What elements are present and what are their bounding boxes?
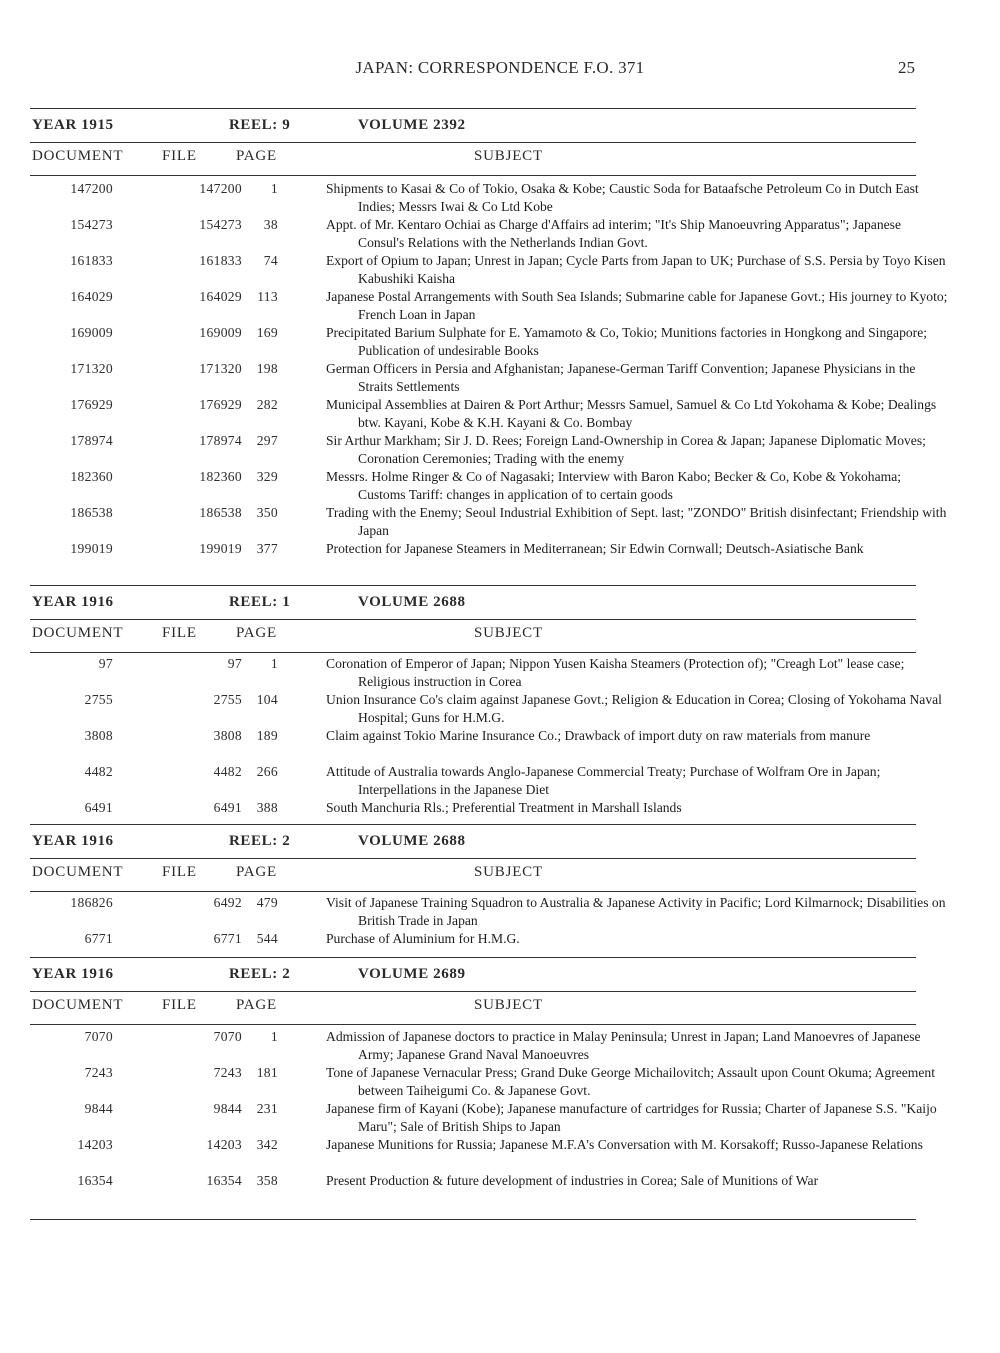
subject-text: Appt. of Mr. Kentaro Ochiai as Charge d'Affairs ad interim; "It's Ship Manoeuvring Apparatus"; Japanese Consul's Relations with the Netherlands Indian Govt. [326,217,901,250]
column-header-rule [30,175,916,176]
subject-text: Tone of Japanese Vernacular Press; Grand Duke George Michailovitch; Assault upon Count Okuma; Agreement between Taiheigumi Co. & Japanese Govt. [326,1065,935,1098]
subject-text: Trading with the Enemy; Seoul Industrial Exhibition of Sept. last; "ZONDO" British disinfectant; Friendship with Japan [326,505,947,538]
document-number: 161833 [70,253,113,268]
column-header-document: DOCUMENT [32,864,124,880]
page-number-cell: 1 [270,1029,278,1044]
column-header-document: DOCUMENT [32,148,124,164]
section-volume: VOLUME 2392 [358,117,466,133]
page-number-cell: 1 [270,656,278,671]
file-number: 178974 [199,433,242,448]
file-number: 7243 [213,1065,242,1080]
subject-text: Coronation of Emperor of Japan; Nippon Yusen Kaisha Steamers (Protection of); "Creagh Lot" lease case; Religious instruction in Corea [326,656,905,689]
column-header-subject: SUBJECT [474,864,543,880]
section-top-rule [30,957,916,958]
document-number: 186826 [70,895,113,910]
file-number: 186538 [199,505,242,520]
running-header [0,58,1000,80]
page-number-cell: 297 [256,433,278,448]
page-number-cell: 479 [256,895,278,910]
page-number-cell: 38 [263,217,278,232]
page-number-cell: 189 [256,728,278,743]
subject-text: Export of Opium to Japan; Unrest in Japan; Cycle Parts from Japan to UK; Purchase of S.S. Persia by Toyo Kisen Kabushiki Kaisha [326,253,946,286]
page-number-cell: 342 [256,1137,278,1152]
file-number: 2755 [213,692,242,707]
page-number-cell: 74 [263,253,278,268]
subject-text: Shipments to Kasai & Co of Tokio, Osaka & Kobe; Caustic Soda for Bataafsche Petroleum Co in Dutch East Indies; Messrs Iwai & Co Ltd Kobe [326,181,919,214]
subject-text: Protection for Japanese Steamers in Mediterranean; Sir Edwin Cornwall; Deutsch-Asiatische Bank [326,541,864,556]
column-header-page: PAGE [236,997,277,1013]
document-number: 3808 [84,728,113,743]
header-divider-rule [30,142,916,143]
document-number: 147200 [70,181,113,196]
page-number-cell: 231 [256,1101,278,1116]
section-top-rule [30,585,916,586]
section-year: YEAR 1916 [32,966,114,982]
document-number: 164029 [70,289,113,304]
column-header-file: FILE [162,997,197,1013]
subject-text: Attitude of Australia towards Anglo-Japanese Commercial Treaty; Purchase of Wolfram Ore in Japan; Interpellations in the Japanese Diet [326,764,881,797]
subject-text: German Officers in Persia and Afghanistan; Japanese-German Tariff Convention; Japanese Physicians in the Straits Settlements [326,361,916,394]
document-number: 176929 [70,397,113,412]
file-number: 4482 [213,764,242,779]
file-number: 154273 [199,217,242,232]
document-number: 16354 [77,1173,113,1188]
document-number: 6771 [84,931,113,946]
column-header-file: FILE [162,864,197,880]
page-number-cell: 377 [256,541,278,556]
page-number-cell: 329 [256,469,278,484]
document-number: 14203 [77,1137,113,1152]
section-top-rule [30,108,916,109]
page-number: 25 [898,58,915,77]
subject-text: Union Insurance Co's claim against Japanese Govt.; Religion & Education in Corea; Closing of Yokohama Naval Hospital; Guns for H.M.G. [326,692,942,725]
file-number: 9844 [213,1101,242,1116]
document-number: 199019 [70,541,113,556]
subject-text: Japanese Postal Arrangements with South Sea Islands; Submarine cable for Japanese Govt.; His journey to Kyoto; French Loan in Japan [326,289,948,322]
subject-text: Japanese Munitions for Russia; Japanese M.F.A's Conversation with M. Korsakoff; Russo-Japanese Relations [326,1137,923,1152]
file-number: 199019 [199,541,242,556]
section-reel: REEL: 2 [229,833,291,849]
file-number: 176929 [199,397,242,412]
document-number: 2755 [84,692,113,707]
document-number: 9844 [84,1101,113,1116]
column-header-file: FILE [162,148,197,164]
column-header-page: PAGE [236,148,277,164]
document-number: 182360 [70,469,113,484]
subject-text: South Manchuria Rls.; Preferential Treatment in Marshall Islands [326,800,682,815]
section-top-rule [30,824,916,825]
document-number: 97 [98,656,113,671]
file-number: 97 [227,656,242,671]
subject-text: Municipal Assemblies at Dairen & Port Arthur; Messrs Samuel, Samuel & Co Ltd Yokohama & Kobe; Dealings btw. Kayani, Kobe & K.H. Kayani & Co. Bombay [326,397,937,430]
page-title: JAPAN: CORRESPONDENCE F.O. 371 [355,58,645,77]
column-header-subject: SUBJECT [474,997,543,1013]
file-number: 169009 [199,325,242,340]
file-number: 147200 [199,181,242,196]
subject-text: Purchase of Aluminium for H.M.G. [326,931,520,946]
page-number-cell: 181 [256,1065,278,1080]
header-divider-rule [30,858,916,859]
column-header-file: FILE [162,625,197,641]
file-number: 6492 [213,895,242,910]
section-year: YEAR 1916 [32,833,114,849]
column-header-subject: SUBJECT [474,625,543,641]
document-number: 7243 [84,1065,113,1080]
document-number: 7070 [84,1029,113,1044]
column-header-page: PAGE [236,625,277,641]
subject-text: Precipitated Barium Sulphate for E. Yamamoto & Co, Tokio; Munitions factories in Hongkong and Singapore; Publication of undesirable Books [326,325,928,358]
page-number-cell: 104 [256,692,278,707]
document-number: 169009 [70,325,113,340]
document-number: 186538 [70,505,113,520]
file-number: 3808 [213,728,242,743]
page-number-cell: 388 [256,800,278,815]
page-number-cell: 169 [256,325,278,340]
section-year: YEAR 1916 [32,594,114,610]
page-number-cell: 544 [256,931,278,946]
subject-text: Messrs. Holme Ringer & Co of Nagasaki; Interview with Baron Kabo; Becker & Co, Kobe & Yokohama; Customs Tariff: changes in application of to certain goods [326,469,901,502]
column-header-rule [30,652,916,653]
column-header-rule [30,891,916,892]
page-number-cell: 350 [256,505,278,520]
column-header-document: DOCUMENT [32,625,124,641]
section-reel: REEL: 1 [229,594,291,610]
subject-text: Sir Arthur Markham; Sir J. D. Rees; Foreign Land-Ownership in Corea & Japan; Japanese Diplomatic Moves; Coronation Ceremonies; Trading with the enemy [326,433,926,466]
header-divider-rule [30,991,916,992]
subject-text: Visit of Japanese Training Squadron to Australia & Japanese Activity in Pacific; Lord Kilmarnock; Disabilities on British Trade in Japan [326,895,946,928]
file-number: 7070 [213,1029,242,1044]
document-number: 4482 [84,764,113,779]
section-reel: REEL: 2 [229,966,291,982]
file-number: 14203 [206,1137,242,1152]
section-bottom-rule [30,1219,916,1220]
document-number: 178974 [70,433,113,448]
file-number: 16354 [206,1173,242,1188]
subject-text: Japanese firm of Kayani (Kobe); Japanese manufacture of cartridges for Russia; Charter of Japanese S.S. "Kaijo Maru"; Sale of British Ships to Japan [326,1101,937,1134]
section-year: YEAR 1915 [32,117,114,133]
file-number: 164029 [199,289,242,304]
page-number-cell: 198 [256,361,278,376]
document-number: 154273 [70,217,113,232]
subject-text: Claim against Tokio Marine Insurance Co.; Drawback of import duty on raw materials from manure [326,728,871,743]
page-number-cell: 113 [257,289,278,304]
file-number: 161833 [199,253,242,268]
column-header-document: DOCUMENT [32,997,124,1013]
page-number-cell: 358 [256,1173,278,1188]
section-reel: REEL: 9 [229,117,291,133]
file-number: 171320 [199,361,242,376]
column-header-subject: SUBJECT [474,148,543,164]
file-number: 6771 [213,931,242,946]
document-number: 171320 [70,361,113,376]
file-number: 182360 [199,469,242,484]
column-header-rule [30,1024,916,1025]
subject-text: Present Production & future development of industries in Corea; Sale of Munitions of War [326,1173,819,1188]
header-divider-rule [30,619,916,620]
section-volume: VOLUME 2688 [358,594,466,610]
section-volume: VOLUME 2688 [358,833,466,849]
file-number: 6491 [213,800,242,815]
subject-text: Admission of Japanese doctors to practice in Malay Peninsula; Unrest in Japan; Land Manoevres of Japanese Army; Japanese Grand Naval Manoeuvres [326,1029,921,1062]
page-number-cell: 1 [270,181,278,196]
page-number-cell: 266 [256,764,278,779]
page-number-cell: 282 [256,397,278,412]
section-volume: VOLUME 2689 [358,966,466,982]
column-header-page: PAGE [236,864,277,880]
document-number: 6491 [84,800,113,815]
